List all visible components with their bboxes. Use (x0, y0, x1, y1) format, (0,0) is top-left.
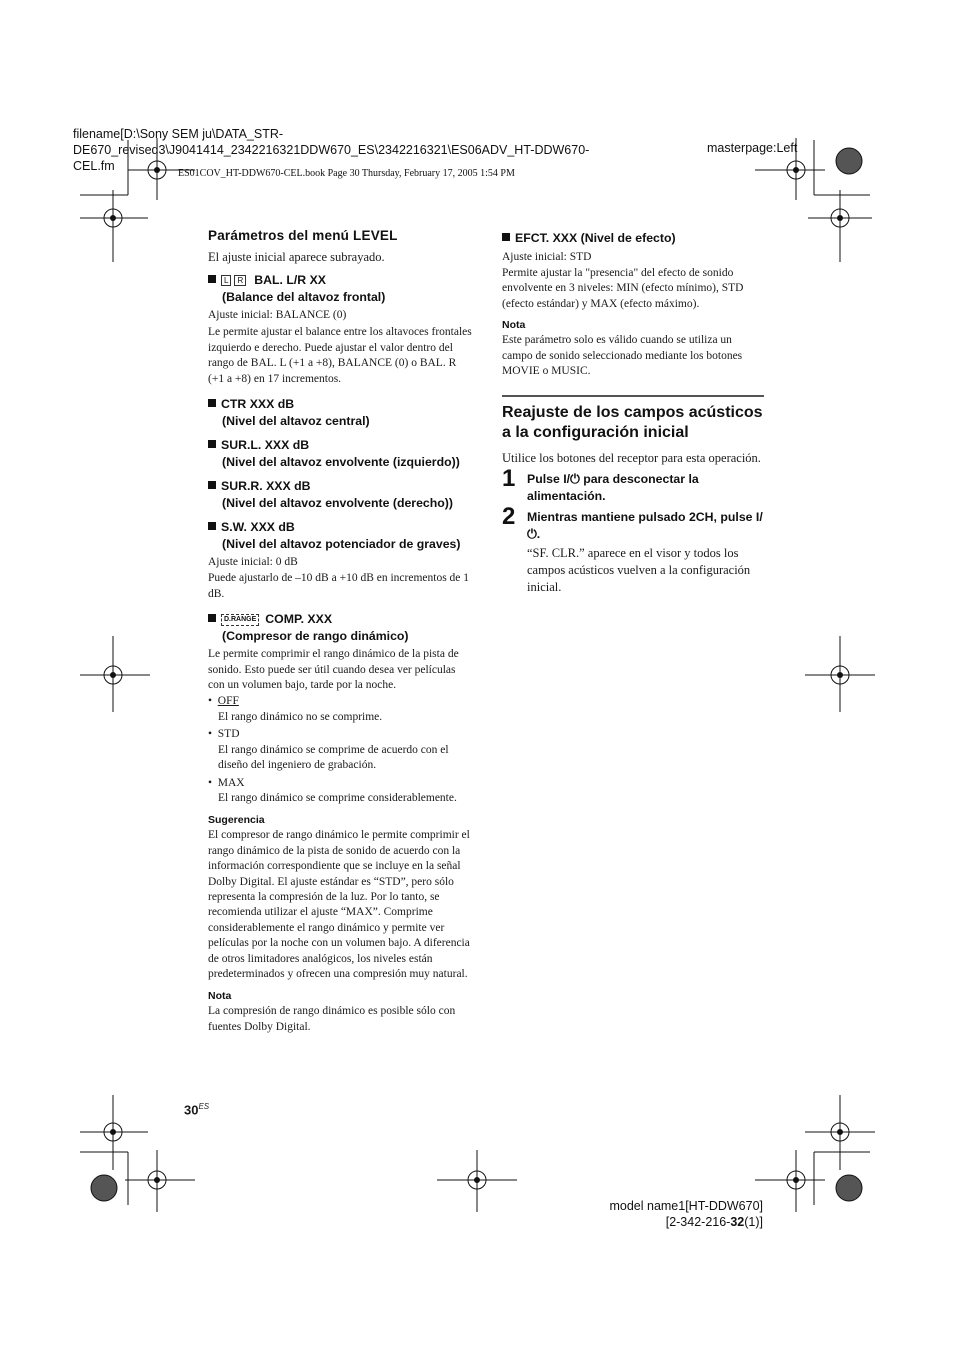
d-range-icon: D.RANGE (221, 614, 259, 626)
sw-item-subtitle: (Nivel del altavoz potenciador de graves) (222, 536, 461, 551)
square-bullet-icon (208, 440, 216, 448)
option-off: • OFF (208, 695, 239, 708)
note-heading: Nota (208, 990, 232, 1003)
intro-text: El ajuste inicial aparece subrayado. (208, 250, 385, 264)
square-bullet-icon (208, 614, 216, 622)
ctr-item-subtitle: (Nivel del altavoz central) (222, 413, 370, 428)
right-column (502, 230, 764, 596)
comp-item-title: D.RANGE COMP. XXX (208, 611, 472, 628)
surl-item-title: SUR.L. XXX dB (208, 437, 472, 454)
option-off-desc: El rango dinámico no se comprime. (218, 710, 383, 723)
sw-item-title: S.W. XXX dB (208, 519, 472, 536)
comp-description: Le permite comprimir el rango dinámico de la pista de sonido. Esto puede ser útil cuando desea ver películas con un volumen bajo, tarde por la noche. (208, 648, 459, 692)
efct-item-title: EFCT. XXX (Nivel de efecto) (502, 230, 764, 247)
step-2-text: Mientras mantiene pulsado 2CH, pulse I/⏻. (527, 510, 763, 542)
reset-section-heading: Reajuste de los campos acústicos a la configuración inicial (502, 404, 763, 441)
step-2-detail: “SF. CLR.” aparece en el visor y todos los campos acústicos vuelven a la configuración inicial. (527, 546, 751, 595)
surr-item-title: SUR.R. XXX dB (208, 478, 472, 495)
step-2 (502, 503, 764, 596)
front-left-speaker-icon: L (221, 275, 231, 286)
step-1 (502, 465, 764, 505)
note-text: La compresión de rango dinámico es posible sólo con fuentes Dolby Digital. (208, 1005, 456, 1033)
bal-initial: Ajuste inicial: BALANCE (0) (208, 309, 347, 321)
filename-header (73, 126, 613, 174)
step-1-text: Pulse I/⏻ para desconectar la alimentación. (527, 472, 699, 504)
surl-item-subtitle: (Nivel del altavoz envolvente (izquierdo)) (222, 454, 460, 469)
left-column (208, 228, 472, 1035)
step-2-number: 2 (502, 503, 516, 531)
part-code: [2-342-216-32(1)] (665, 1215, 763, 1229)
step-1-number: 1 (502, 465, 516, 493)
square-bullet-icon (502, 233, 510, 241)
right-note-heading: Nota (502, 319, 526, 332)
sw-description: Puede ajustarlo de –10 dB a +10 dB en incrementos de 1 dB. (208, 572, 470, 600)
square-bullet-icon (208, 522, 216, 530)
book-info-line: ES01COV_HT-DDW670-CEL.book Page 30 Thursday, February 17, 2005 1:54 PM (178, 168, 515, 179)
reset-section (502, 395, 764, 596)
option-std-desc: El rango dinámico se comprime de acuerdo con el diseño del ingeniero de grabación. (218, 743, 449, 772)
model-footer (600, 1198, 763, 1230)
square-bullet-icon (208, 481, 216, 489)
reset-intro: Utilice los botones del receptor para esta operación. (502, 451, 761, 466)
bal-item-title: L R BAL. L/R XX (208, 272, 472, 289)
bal-description: Le permite ajustar el balance entre los altavoces frontales izquierdo e derecho. Puede ajustar el valor dentro del rango de BAL. L (+1 a +8), BALANCE (0) o BAL. R (+1 a +8) en 17 incrementos. (208, 326, 472, 385)
surr-item-subtitle: (Nivel del altavoz envolvente (derecho)) (222, 495, 453, 510)
bal-item-subtitle: (Balance del altavoz frontal) (222, 289, 386, 304)
ctr-item-title: CTR XXX dB (208, 396, 472, 413)
efct-initial: Ajuste inicial: STD (502, 250, 592, 263)
filename-line-1: filename[D:\Sony SEM ju\DATA_STR- (73, 127, 284, 141)
efct-description: Permite ajustar la "presencia" del efecto de sonido envolvente en 3 niveles: MIN (efecto mínimo), STD (efecto estándar) y MAX (efecto máximo). (502, 266, 744, 310)
option-max-desc: El rango dinámico se comprime considerablemente. (218, 791, 457, 804)
tip-text: El compresor de rango dinámico le permite comprimir el rango dinámico de la pista de sonido de acuerdo con la información correspondiente que se incluye en la señal Dolby Digital. El ajuste estándar es “STD”, pero sólo representa la compresión de la luz. Por lo tanto, se recomienda utilizar el ajuste “MAX”. Comprime considerablemente el rango dinámico y permite ver películas por la noche con un volumen bajo. A diferencia de otros limitadores analógicos, los niveles están predeterminados y ofrecen una compresión muy natural. (208, 829, 470, 980)
sw-initial: Ajuste inicial: 0 dB (208, 556, 298, 569)
option-max: • MAX (208, 776, 245, 789)
tip-heading: Sugerencia (208, 814, 265, 827)
option-std: • STD (208, 728, 240, 741)
masterpage-label: masterpage:Left (707, 141, 798, 155)
model-name: model name1[HT-DDW670] (609, 1199, 763, 1213)
filename-line-3: CEL.fm (73, 159, 115, 173)
page-number: $30^{ES}$ (184, 1102, 210, 1118)
front-right-speaker-icon: R (234, 275, 246, 286)
level-menu-heading: Parámetros del menú LEVEL (208, 228, 398, 243)
square-bullet-icon (208, 275, 216, 283)
comp-item-subtitle: (Compresor de rango dinámico) (222, 628, 409, 643)
right-note-text: Este parámetro solo es válido cuando se utiliza un campo de sonido seleccionado mediante los botones MOVIE o MUSIC. (502, 334, 743, 377)
square-bullet-icon (208, 399, 216, 407)
filename-line-2: DE670_revised3\J9041414_2342216321DDW670_ES\2342216321\ES06ADV_HT-DDW670- (73, 143, 590, 157)
